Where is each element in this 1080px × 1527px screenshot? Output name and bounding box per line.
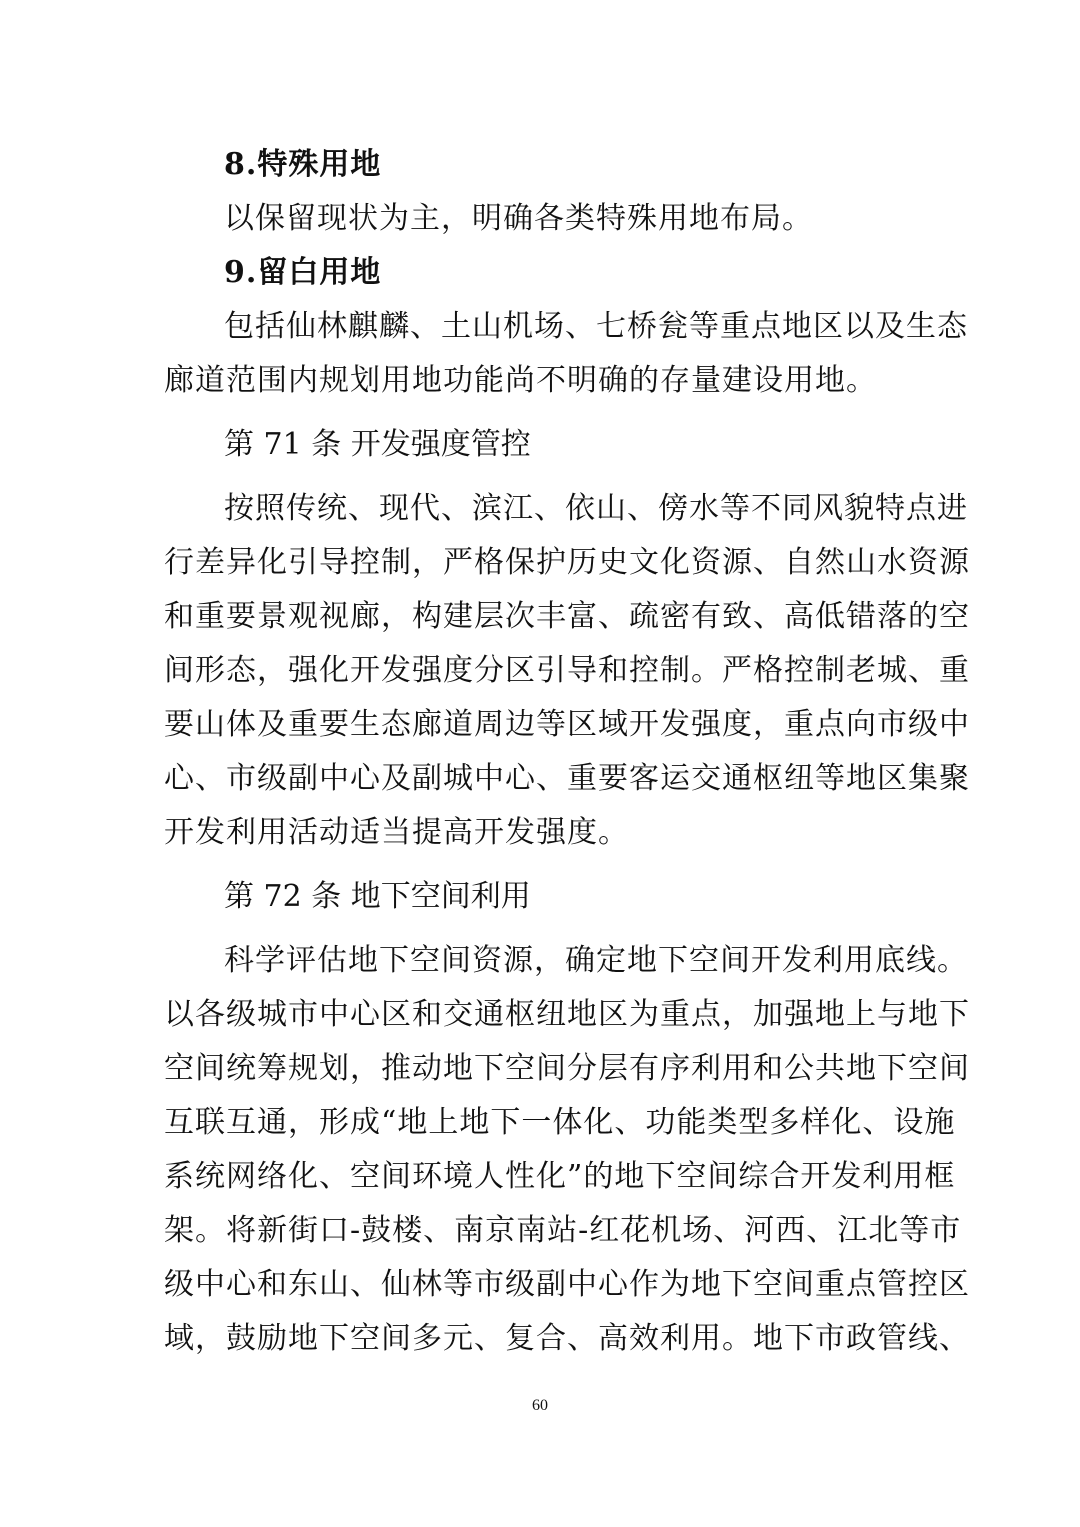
paragraph-article-72-line: 科学评估地下空间资源，确定地下空间开发利用底线。	[224, 943, 968, 978]
heading-special-land: 8.特殊用地	[224, 147, 382, 182]
paragraph-article-71-line: 按照传统、现代、滨江、依山、傍水等不同风貌特点进	[224, 491, 968, 526]
page-number: 60	[532, 1397, 548, 1414]
document-body	[164, 138, 970, 1366]
article-72-title: 第 72 条 地下空间利用	[224, 879, 531, 914]
paragraph-article-72-line: 级中心和东山、仙林等市级副中心作为地下空间重点管控区	[164, 1267, 970, 1302]
article-71-title: 第 71 条 开发强度管控	[224, 427, 531, 462]
paragraph-article-71-line: 行差异化引导控制，严格保护历史文化资源、自然山水资源	[164, 545, 970, 580]
paragraph-special-land-line: 以保留现状为主，明确各类特殊用地布局。	[224, 201, 813, 236]
heading-reserved-land: 9.留白用地	[224, 255, 382, 290]
paragraph-article-71-line: 心、市级副中心及副城中心、重要客运交通枢纽等地区集聚	[164, 761, 970, 796]
paragraph-article-72-line: 域，鼓励地下空间多元、复合、高效利用。地下市政管线、	[164, 1321, 970, 1356]
paragraph-article-72-line: 以各级城市中心区和交通枢纽地区为重点，加强地上与地下	[164, 997, 970, 1032]
paragraph-article-71-line: 和重要景观视廊，构建层次丰富、疏密有致、高低错落的空	[164, 599, 970, 634]
paragraph-article-72-line: 空间统筹规划，推动地下空间分层有序利用和公共地下空间	[164, 1051, 970, 1086]
paragraph-article-71-line: 间形态，强化开发强度分区引导和控制。严格控制老城、重	[164, 653, 970, 688]
paragraph-article-71-line: 开发利用活动适当提高开发强度。	[164, 815, 629, 850]
paragraph-article-72-line: 架。将新街口-鼓楼、南京南站-红花机场、河西、江北等市	[164, 1213, 962, 1248]
paragraph-article-72-line: 系统网络化、空间环境人性化”的地下空间综合开发利用框	[164, 1159, 956, 1194]
paragraph-article-71-line: 要山体及重要生态廊道周边等区域开发强度，重点向市级中	[164, 707, 970, 742]
paragraph-reserved-land-line: 廊道范围内规划用地功能尚不明确的存量建设用地。	[164, 363, 877, 398]
paragraph-article-72-line: 互联互通，形成“地上地下一体化、功能类型多样化、设施	[164, 1105, 956, 1140]
paragraph-reserved-land-line: 包括仙林麒麟、土山机场、七桥瓮等重点地区以及生态	[224, 309, 968, 344]
